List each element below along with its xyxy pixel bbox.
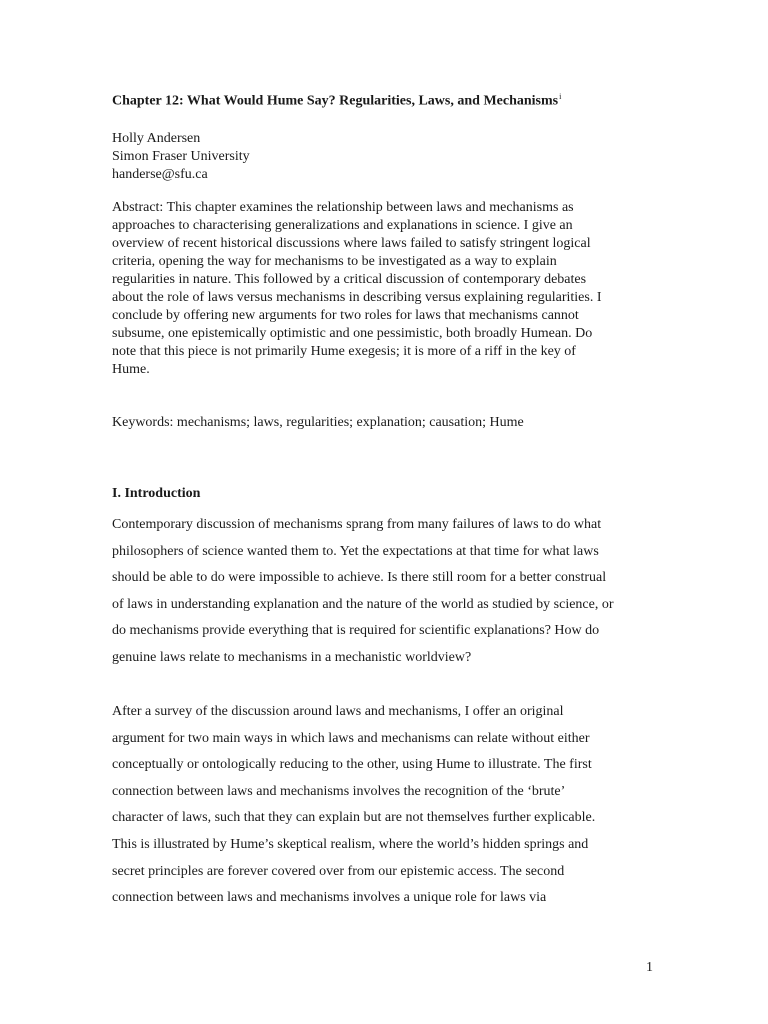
paragraph-line: argument for two main ways in which laws and mechanisms can relate without either: [112, 730, 590, 746]
author-block: [112, 130, 250, 184]
paragraph-line: secret principles are forever covered over from our epistemic access. The second: [112, 863, 565, 879]
abstract-line: approaches to characterising generalizations and explanations in science. I give an: [112, 218, 573, 233]
keywords: Keywords: mechanisms; laws, regularities; explanation; causation; Hume: [112, 415, 524, 430]
chapter-title: [112, 92, 561, 110]
author-name: Holly Andersen: [112, 131, 201, 146]
body-paragraph-2: [112, 699, 652, 912]
title-footnote-marker: i: [559, 92, 562, 101]
paragraph-line: do mechanisms provide everything that is required for scientific explanations? How do: [112, 623, 600, 639]
abstract-line: Hume.: [112, 362, 150, 377]
abstract-line: conclude by offering new arguments for two roles for laws that mechanisms cannot: [112, 308, 579, 323]
paragraph-line: genuine laws relate to mechanisms in a mechanistic worldview?: [112, 649, 472, 665]
paragraph-line: Contemporary discussion of mechanisms sprang from many failures of laws to do what: [112, 517, 602, 532]
paragraph-line: connection between laws and mechanisms involves the recognition of the ‘brute’: [112, 783, 566, 799]
abstract-line: criteria, opening the way for mechanisms to be investigated as a way to explain: [112, 254, 557, 269]
paragraph-line: connection between laws and mechanisms involves a unique role for laws via: [112, 890, 547, 906]
section-heading-introduction: I. Introduction: [112, 486, 201, 501]
paragraph-line: should be able to do were impossible to achieve. Is there still room for a better construal: [112, 570, 607, 586]
paragraph-line: conceptually or ontologically reducing to the other, using Hume to illustrate. The first: [112, 757, 592, 773]
paragraph-line: This is illustrated by Hume’s skeptical realism, where the world’s hidden springs and: [112, 836, 589, 852]
author-email: handerse@sfu.ca: [112, 167, 208, 182]
abstract-line: Abstract: This chapter examines the relationship between laws and mechanisms as: [112, 200, 574, 215]
abstract-line: overview of recent historical discussions where laws failed to satisfy stringent logical: [112, 236, 591, 251]
abstract-line: note that this piece is not primarily Hume exegesis; it is more of a riff in the key of: [112, 344, 576, 359]
author-affiliation: Simon Fraser University: [112, 149, 250, 164]
abstract: [112, 199, 652, 379]
paragraph-line: character of laws, such that they can explain but are not themselves further explicable.: [112, 810, 596, 826]
abstract-line: subsume, one epistemically optimistic and one pessimistic, both broadly Humean. Do: [112, 326, 593, 341]
page-number: 1: [646, 960, 653, 975]
abstract-line: about the role of laws versus mechanisms in describing versus explaining regularities. I: [112, 290, 602, 305]
paragraph-line: philosophers of science wanted them to. Yet the expectations at that time for what laws: [112, 543, 599, 559]
chapter-title-text: Chapter 12: What Would Hume Say? Regularities, Laws, and Mechanisms: [112, 93, 559, 109]
paragraph-line: of laws in understanding explanation and the nature of the world as studied by science, or: [112, 596, 614, 612]
abstract-line: regularities in nature. This followed by a critical discussion of contemporary debates: [112, 272, 587, 287]
paragraph-line: After a survey of the discussion around laws and mechanisms, I offer an original: [112, 704, 564, 719]
body-paragraph-1: [112, 512, 652, 672]
